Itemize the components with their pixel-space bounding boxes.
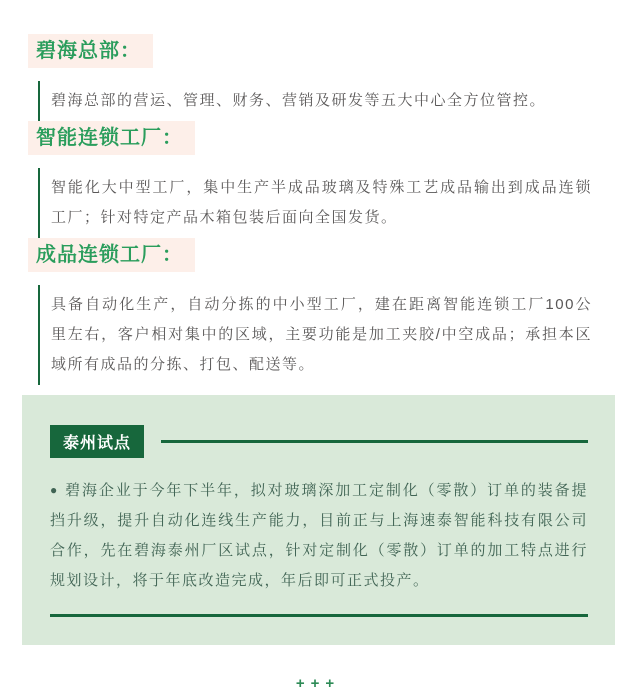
badge-divider-line [161,440,588,443]
section-headquarters [0,34,636,121]
pilot-body [50,475,588,596]
section-heading-headquarters: 碧海总部： [28,34,153,68]
pilot-box [22,395,615,645]
section-smart-factory [0,121,636,238]
pilot-body-text: 碧海企业于今年下半年，拟对玻璃深加工定制化（零散）订单的装备提挡升级，提升自动化连线生产能力，目前正与上海速泰智能科技有限公司合作，先在碧海泰州厂区试点，针对定制化（零散）订单的加工特点进行规划设计，将于年底改造完成，年后即可正式投产。 [50,482,588,589]
section-heading-smart-factory: 智能连锁工厂： [28,121,195,155]
bottom-divider-line [50,614,588,617]
pilot-badge: 泰州试点 [50,425,144,458]
section-heading-wrap [28,238,636,272]
section-heading-finished-factory: 成品连锁工厂： [28,238,195,272]
section-body-headquarters: 碧海总部的营运、管理、财务、营销及研发等五大中心全方位管控。 [38,81,592,121]
section-finished-factory [0,238,636,385]
pilot-badge-row [50,425,588,458]
section-body-smart-factory: 智能化大中型工厂，集中生产半成品玻璃及特殊工艺成品输出到成品连锁工厂；针对特定产品木箱包装后面向全国发货。 [38,168,592,238]
section-heading-wrap [28,34,636,68]
bullet-icon: ● [50,483,60,497]
section-heading-wrap [28,121,636,155]
footer-plus-decoration: +++ [295,675,341,692]
section-body-finished-factory: 具备自动化生产，自动分拣的中小型工厂，建在距离智能连锁工厂100公里左右，客户相对集中的区域，主要功能是加工夹胶/中空成品；承担本区域所有成品的分拣、打包、配送等。 [38,285,592,385]
